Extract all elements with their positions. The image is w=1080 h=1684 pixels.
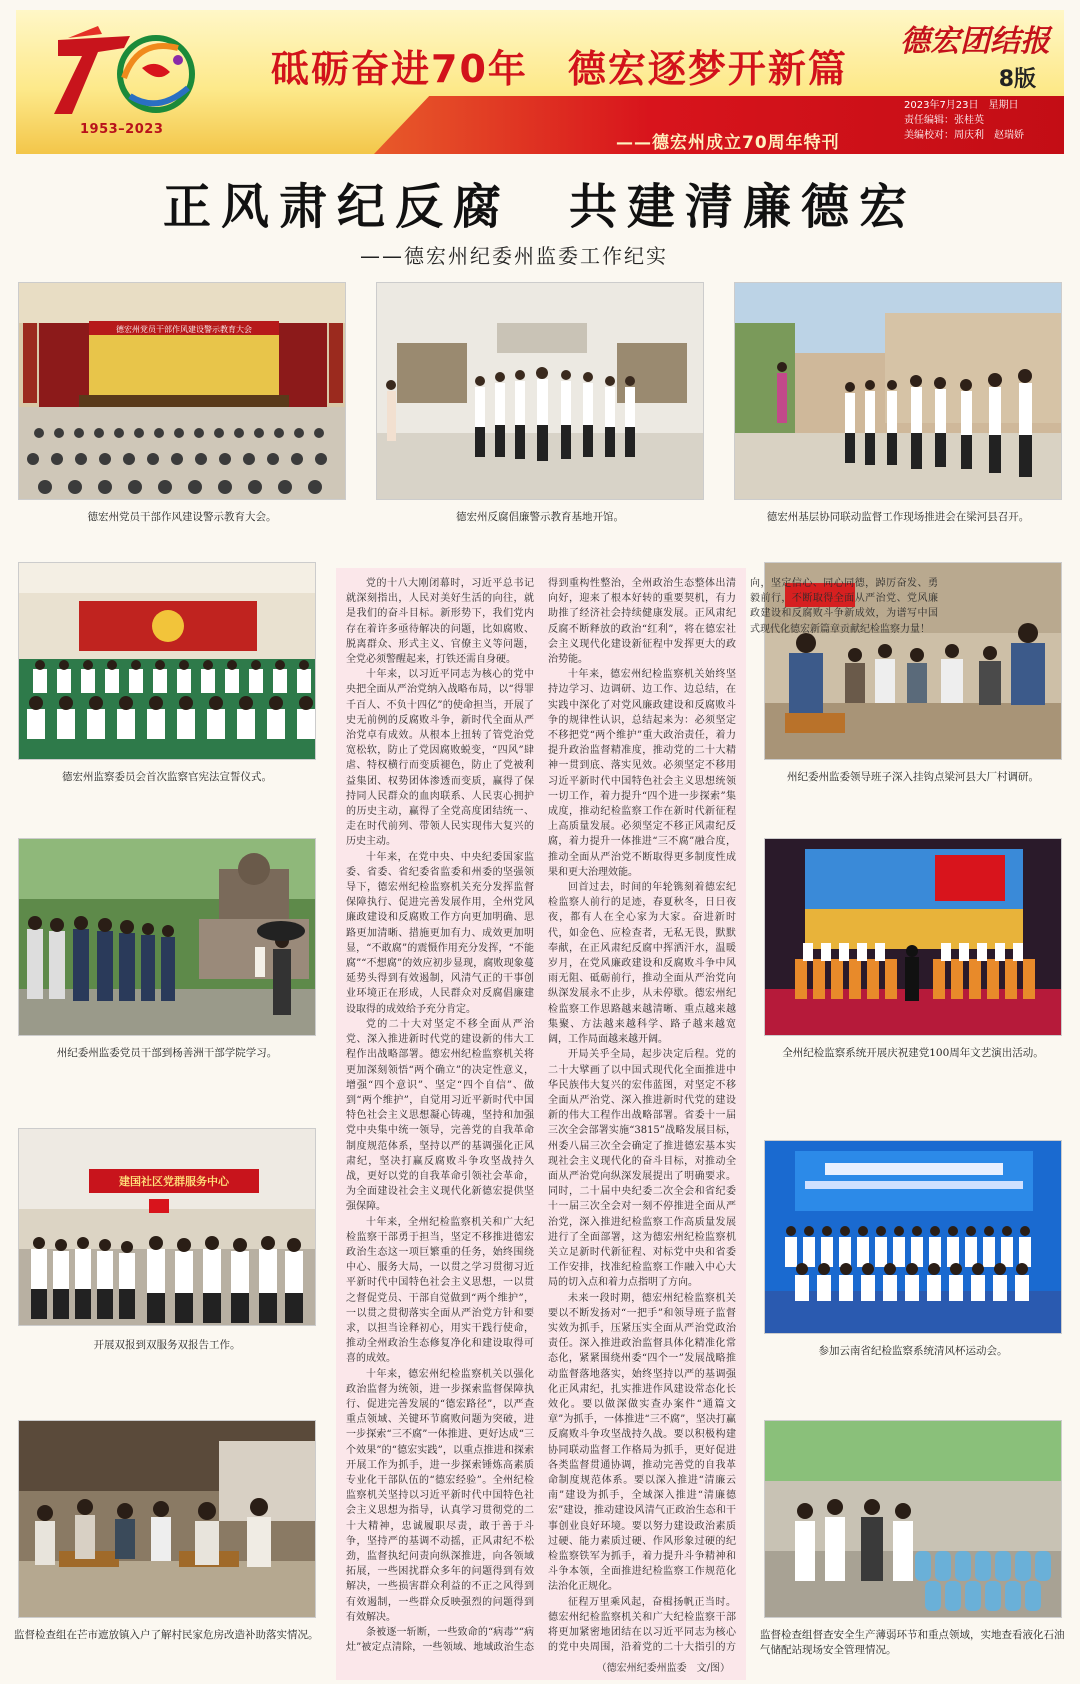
article-paragraph: 党的十八大刚闭幕时，习近平总书记就深刻指出，人民对美好生活的向往，就是我们的奋斗目标。新形势下，我们党内存在着许多亟待解决的问题，比如腐败、脱离群众、形式主义、官僚主义等问题，全党必须警醒起来，打铁还需自身硬。 [346,578,534,666]
article-paragraph: 十年来，在党中央、中央纪委国家监委、省委、省纪委省监委和州委的坚强领导下，德宏州纪检监察机关充分发挥监督保障执行、促进完善发展作用，全州党风廉政建设和反腐败工作方向更加明确、思路更加清晰、措施更加有力、成效更加明显，“不敢腐”的震慑作用充分发挥，“不能腐”“不想腐”的效应初步显现，腐败现象蔓延势头得到有效遏制，风清气正的干事创业环境正在形成，人民群众对反腐倡廉建设取得的成效给予充分肯定。 [346,851,534,1015]
photo-grassroots-supervision-meeting [734,282,1062,500]
issue-meta [904,98,1024,143]
logo-years: 1953–2023 [80,122,164,137]
caption-p5: 州纪委州监委领导班子深入挂钩点梁河县大厂村调研。 [787,771,1039,783]
caption-p3: 德宏州基层协同联动监督工作现场推进会在梁河县召开。 [766,511,1030,523]
caption-p4: 德宏州监察委员会首次监察官宪法宣誓仪式。 [62,771,272,783]
article-paragraph: 回首过去，时间的年轮镌刻着德宏纪检监察人前行的足迹，春夏秋冬，日日夜夜，都有人在全心家为大家。奋进新时代，如金色、应检查者，无私无畏，默默奉献，在正风肃纪反腐中挥洒汗水，温暖岁月，在党风廉政建设和反腐败斗争中风雨无阻、砥砺前行，推动全面从严治党向纵深发展永不止步，从未停歇。德宏州纪检监察工作思路越来越清晰、重点越来越集聚、方法越来越科学、路子越来越宽阔，工作局面越来越开阔。 [548,882,736,1046]
photo-yang-shanzhou-college-visit [18,838,316,1036]
caption-p9: 参加云南省纪检监察系统清风杯运动会。 [818,1345,1008,1357]
photo-constitution-oath-ceremony [18,562,316,760]
article-paragraph: 未来一段时期，德宏州纪检监察机关要以不断发扬对“一把手”和领导班子监督实效为抓手，压紧压实全面从严治党政治责任。深入推进政治监督具体化精准化常态化，紧紧围绕州委“四个一”发展战略推动监督落地落实，始终坚持以严的基调强化正风肃纪，扎实推进作风建设常态化长效化。要以做深做实查办案件“通篇文章”为抓手，一体推进“三不腐”，坚决打赢反腐败斗争攻坚战持久战。要以积极构建协同联动监督工作格局为抓手，更好促进各类监督贯通协调，推动完善党的自我革命制度规范体系。要以深入推进“清廉云南”建设为抓手，全域深入推进“清廉德宏”建设，推动建设风清气正政治生态和干事创业良好环境。要以努力建设政治素质过硬、能力素质过硬、作风形象过硬的纪检监察铁军为抓手，着力提升斗争精神和斗争本领，全面推进纪检监察工作规范化法治化正规化。 [548,1292,736,1593]
photo-qingfeng-cup-games [764,1140,1062,1334]
hall-banner-text: 德宏州党员干部作风建设警示教育大会 [116,325,252,334]
photo-education-base-opening [376,282,704,500]
caption-p1: 德宏州党员干部作风建设警示教育大会。 [87,511,277,523]
special-issue-title: ——德宏州成立70周年特刊 [616,133,840,153]
caption-p6: 州纪委州监委党员干部到杨善洲干部学院学习。 [56,1047,278,1059]
article-paragraph: 十年来，德宏州纪检监察机关始终坚持边学习、边调研、边工作、边总结，在实践中深化了对党风廉政建设和反腐败斗争的规律性认识，总结起来为：必须坚定不移把党“两个维护”重大政治责任，着力提升政治监督精准度，推动党的二十大精神一贯到底、落实见效。必须坚定不移用习近平新时代中国特色社会主义思想统领一切工作，着力提升“四个进一步探索”集成度，推动纪检监察工作在新时代新征程上高质量发展。必须坚定不移正风肃纪反腐，着力提升一体推进“三不腐”融合度，推动全面从严治党不断取得更多制度性成果和更大治理效能。 [548,669,736,878]
photo-warning-education-conference [18,282,346,500]
masthead-slogan: 砥砺奋进70年 德宏逐梦开新篇 [271,47,848,91]
article-paragraph: 十年来，全州纪检监察机关和广大纪检监察干部勇于担当，坚定不移推进德宏政治生态这一项巨繁重的任务，始终围绕中心、服务大局，一以贯之学习贯彻习近平新时代中国特色社会主义思想，一以贯之督促党员、干部自觉做到“两个维护”，一以贯之贯彻落实全面从严治党方针和要求，以担当诠释初心，用实干践行使命，推动全州政治生态修复净化和建设取得可喜的成效。 [346,1216,534,1365]
article-paragraph: 党的二十大对坚定不移全面从严治党、深入推进新时代党的建设新的伟大工程作出战略部署。德宏州纪检监察机关将更加深刻领悟“两个确立”的决定性意义，增强“四个意识”、坚定“四个自信”、做到“两个维护”，自觉用习近平新时代中国特色社会主义思想凝心铸魂，坚持和加强党中央集中统一领导，完善党的自我革命制度规范体系，坚持以严的基调强化正风肃纪，坚决打赢反腐败斗争攻坚战持久战，更好以党的自我革命引领社会革命，为全面建设社会主义现代化新德宏提供坚强保障。 [346,1018,534,1213]
art-proofreader: 美编校对：周庆利 赵瑞娇 [904,130,1024,141]
article-paragraph: 十年来，德宏州纪检监察机关以强化政治监督为统领，进一步探索监督保障执行、促进完善发展的“德宏路径”，以严查重点领域、关键环节腐败问题为突破，进一步探索“三不腐”一体推进、更好达成“三个效果”的“德宏实践”，以重点推进和探索开展工作为抓手，进一步探索锤炼高素质专业化干部队伍的“德宏经验”。全州纪检监察机关坚持以习近平新时代中国特色社会主义思想为指导，认真学习贯彻党的二十大精神，忠诚履职尽责，敢于善于斗争，坚持严的基调不动摇，正风肃纪不松劲，监督执纪问责向纵深推进，向各领域拓展，一些困扰群众多年的问题得到有效解决，一些损害群众利益的不正之风得到有效遏制，一些群众反映强烈的问题得到有效解决。 [346,1368,534,1623]
edition-number: 8版 [998,67,1036,92]
caption-p10: 监督检查组在芒市遮放镇入户了解村民家危房改造补助落实情况。 [14,1629,319,1641]
caption-p2: 德宏州反腐倡廉警示教育基地开馆。 [456,511,624,523]
article-paragraph: 十年来，以习近平同志为核心的党中央把全面从严治党纳入战略布局，以“得罪千百人、不负十四亿”的使命担当，开展了史无前例的反腐败斗争，新时代全面从严治党卓有成效。从根本上扭转了管党治党宽松软，防止了党因腐败蜕变，“四风”肆虐、特权横行而变质褪色，防止了党被利益集团、权势团体渗透而变质，赢得了保持同人民群众的血肉联系、人民衷心拥护的历史主动，赢得了全党高度团结统一、走在时代前列、带领人民实现伟大复兴的历史主动。 [346,669,534,848]
article-paragraph: 条被逐一斩断，一些致命的“病毒”“病灶”被定点清除，一些领域、地域政治生态得到重构性整治，全州政治生态整体出清向好，迎来了根本好转的重要契机，有力助推了经济社会持续健康发展。正风肃纪反腐不断释放的政治“红利”，将在德宏社会主义现代化建设新征程中发挥更大的政治势能。 [346,578,736,1654]
issue-date: 2023年7月23日 星期日 [904,100,1019,111]
community-center-sign: 建国社区党群服务中心 [119,1175,229,1188]
caption-p8: 开展双报到双服务双报告工作。 [93,1339,241,1351]
photo-lpg-station-inspection [764,1420,1062,1618]
article-paragraph: 开局关乎全局，起步决定后程。党的二十大擘画了以中国式现代化全面推进中华民族伟大复兴的宏伟蓝图，对坚定不移全面从严治党、深入推进新时代党的建设新的伟大工程作出战略部署。省委十一届三次全会部署实施“3815”战略发展目标，州委八届三次全会确定了推进德宏基本实现社会主义现代化的奋斗目标，对推动全面从严治党向纵深发展提出了明确要求。同时，二十届中央纪委二次全会和省纪委十一届三次全会对一刻不停推进全面从严治党，深入推进纪检监察工作高质量发展进行了全面部署，这为德宏州纪检监察机关立足新时代新征程、对标党中央和省委工作安排，找准纪检监察工作融入中心大局的切入点和着力点指明了方向。 [548,1049,736,1289]
responsible-editor: 责任编辑：张桂英 [904,115,984,126]
page-headline: 正风肃纪反腐 共建清廉德宏 [162,179,917,235]
article-byline: （德宏州纪委州监委 文/图） [596,1663,730,1674]
photo-double-report-service [18,1128,316,1326]
masthead-banner [16,10,1064,154]
anniversary-logo [38,18,208,143]
caption-p7: 全州纪检监察系统开展庆祝建党100周年文艺演出活动。 [782,1047,1044,1059]
page-subhead: ——德宏州纪委州监委工作纪实 [360,244,668,268]
newspaper-name: 德宏团结报 [900,24,1050,59]
caption-p11: 监督检查组督查安全生产薄弱环节和重点领域，实地查看液化石油气储配站现场安全管理情况。 [760,1629,1065,1656]
photo-party-centenary-performance [764,838,1062,1036]
photo-household-visit [18,1420,316,1618]
seventy-logo-icon [38,18,208,123]
article-paragraph: 征程万里乘风起，奋楫扬帆正当时。德宏州纪检监察机关和广大纪检监察干部将更加紧密地团结在以习近平同志为核心的党中央周围，沿着党的二十大指引的方向，坚定信心、同心同德，踔厉奋发、勇毅前行，不断取得全面从严治党、党风廉政建设和反腐败斗争新成效，为谱写中国式现代化德宏新篇章贡献纪检监察力量！ [548,578,938,1654]
